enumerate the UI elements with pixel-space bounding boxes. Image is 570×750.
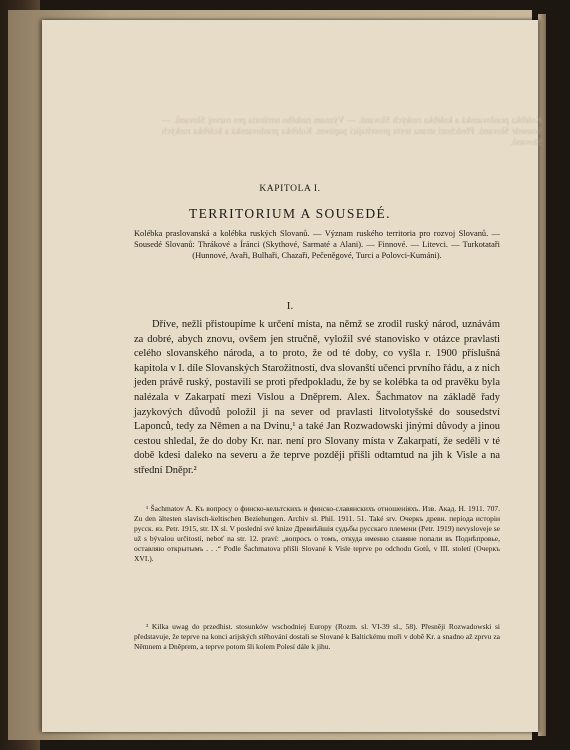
book-page — [42, 20, 542, 732]
chapter-label: KAPITOLA I. — [259, 184, 321, 194]
chapter-summary: Kolébka praslovanská a kolébka ruských Slovanů. — Význam ruského territoria pro rozvoj Slovanů. — Sousedé Slovanů: Thrákové a Íránci (Skythové, Sarmaté a Alani). — Finnové. — Litevci. — Turkotataři (Hunnové, Avaři, Bulhaři, Chazaři, Pečeněgové, Turci a Polovci-Kumáni). — [134, 229, 500, 260]
footnote-2: ² Kilka uwag do przedhist. stosunków wschodniej Europy (Rozm. sl. VI-39 sl., 58). Přesněji Rozwadowski si představuje, že teprve na konci arijských stěhování dostali se Slované k Baltickému moři v době Kr. a snadno až zprvu za Němnem a Dněprem, a teprve potom šli kolem Polesí dále k jihu. — [134, 622, 500, 651]
chapter-title: TERRITORIUM A SOUSEDÉ. — [189, 206, 391, 221]
section-number: I. — [286, 300, 294, 312]
bleed-through-text: Kolébka praslovanská a kolébka ruských Slovanů. — Význam ruského territoria pro rozvoj Slovanů. — Sousedé Slovanů. Předchozí strana textu prosvítající papírem. Kolébka praslovanská a kolébka ruských Slovanů. — [162, 115, 542, 147]
footnote-1: ¹ Šachmatov A. Къ вопросу о финско-кельтскихъ и финско-славянскихъ отношеніяхъ. Изв. Акад. Н. 1911. 707. Zu den ältesten slavisch-keltischen Beziehungen. Archiv sl. Phil. 1911. 51. Také srv. Очеркъ древн. періода исторіи русск. яз. Petr. 1915, str. IX sl. V poslední své knize Древнѣйшія судьбы русскаго племени (Petr. 1919) nevysloveje se už s bývalou určitostí, neboť na str. 12. praví: „вопросъ о томъ, откуда именно славяне попали въ Поднѣпровье, оставляю открытымъ . . .“ Podle Šachmatova přišli Slované k Visle teprve po odchodu Gotů, v III. století (Очеркъ XVI.). — [134, 504, 500, 563]
body-paragraph: Dříve, nežli přistoupíme k určení místa, na němž se zrodil ruský národ, uznávám za dobré, abych znovu, ovšem jen stručně, vyložil své stanovisko v otázce pravlasti celého slovanského národa, a to proto, že od té doby, co vyšla r. 1900 příslušná kapitola v I. díle Slovanských Starožitností, dva slovanští učenci prvního řádu, a z nich jeden právě ruský, postavili se proti předpokladu, že by se kolébka ta od pravěku byla nalézala v Zakarpatí mezi Vislou a Dněprem. Alex. Šachmatov na základě řady jazykových důvodů položil ji na sever od pravlasti litvolotyšské do sousedství Laponců, tedy za Němen a na Dvinu,¹ a také Jan Rozwadowski jinými důvody a jinou cestou shledal, že do doby Kr. nar. není pro Slovany místa v Zakarpatí, že seděli v té době kdesi daleko na severu a že teprve později přišli odtamtud na jih k Visle a na střední Dněpr.² — [134, 319, 500, 476]
